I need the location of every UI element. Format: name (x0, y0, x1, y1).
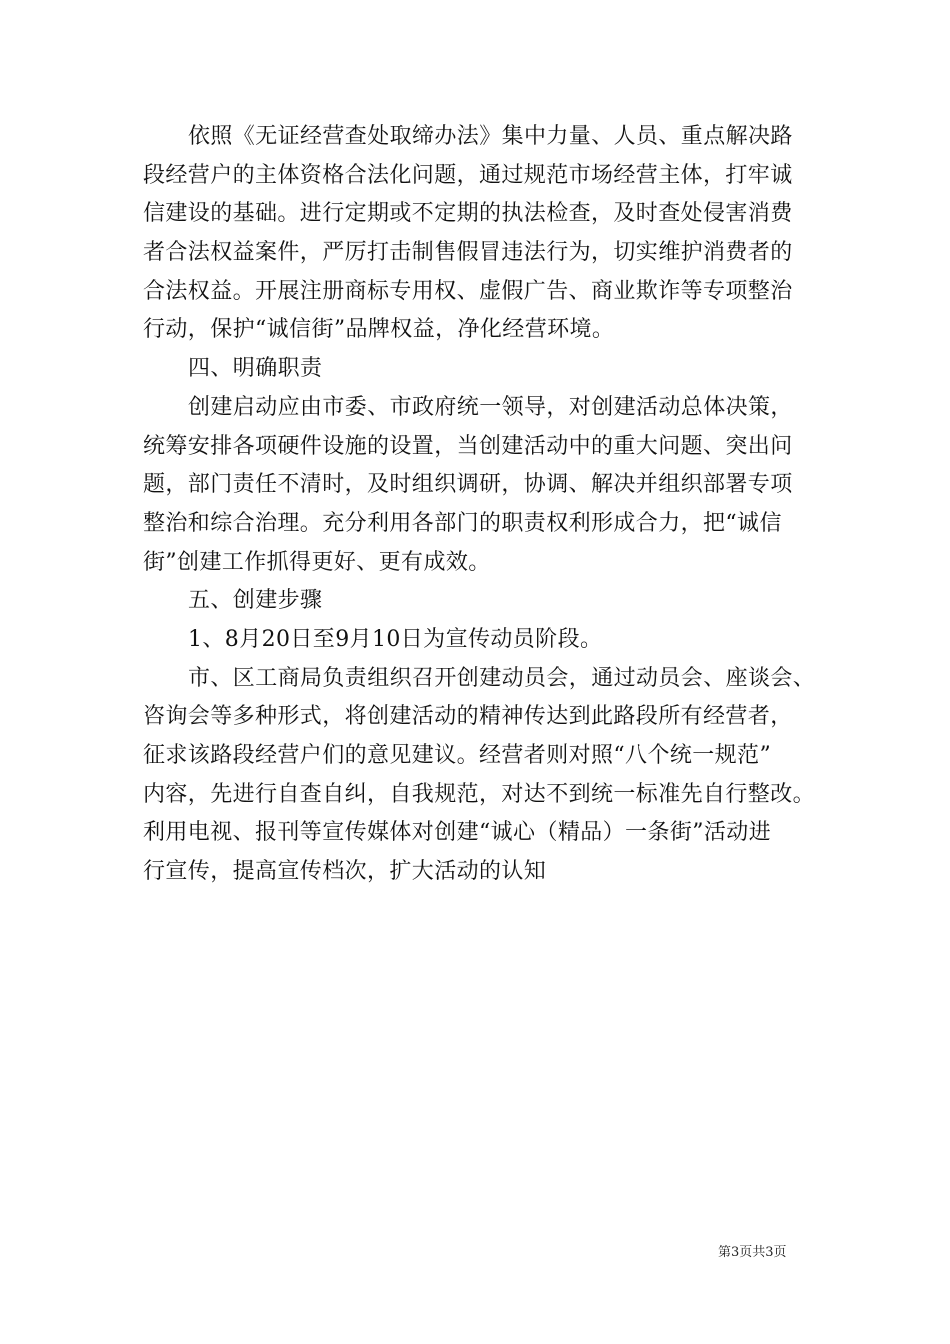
paragraph-line: 统筹安排各项硬件设施的设置，当创建活动中的重大问题、突出问 (143, 433, 793, 459)
paragraph-line: 题，部门责任不清时，及时组织调研，协调、解决并组织部署专项 (143, 472, 793, 498)
paragraph-line: 内容，先进行自查自纠，自我规范，对达不到统一标准先自行整改。 (143, 781, 816, 807)
paragraph-line: 利用电视、报刊等宣传媒体对创建“诚心（精品）一条街”活动进 (143, 820, 772, 846)
paragraph-line: 行宣传，提高宣传档次，扩大活动的认知 (143, 859, 547, 885)
paragraph-line: 整治和综合治理。充分利用各部门的职责权利形成合力，把“诚信 (143, 510, 782, 536)
paragraph-line: 行动，保护“诚信街”品牌权益，净化经营环境。 (143, 317, 615, 343)
paragraph-line: 段经营户的主体资格合法化问题，通过规范市场经营主体，打牢诚 (143, 162, 793, 188)
paragraph-line: 创建启动应由市委、市政府统一领导，对创建活动总体决策， (188, 394, 793, 420)
page-number: 第3页共3页 (718, 1245, 787, 1260)
paragraph-line: 者合法权益案件，严厉打击制售假冒违法行为，切实维护消费者的 (143, 240, 793, 266)
section-heading: 四、明确职责 (188, 356, 323, 382)
paragraph-line: 咨询会等多种形式，将创建活动的精神传达到此路段所有经营者， (143, 704, 793, 730)
document-body (143, 118, 816, 892)
paragraph-line: 信建设的基础。进行定期或不定期的执法检查，及时查处侵害消费 (143, 201, 793, 227)
paragraph-line: 依照《无证经营查处取缔办法》集中力量、人员、重点解决路 (188, 124, 793, 149)
paragraph-line: 征求该路段经营户们的意见建议。经营者则对照“八个统一规范” (143, 743, 772, 768)
paragraph-line: 街”创建工作抓得更好、更有成效。 (143, 549, 491, 575)
paragraph-line: 市、区工商局负责组织召开创建动员会，通过动员会、座谈会、 (188, 665, 816, 691)
step-heading: 1、8月20日至9月10日为宣传动员阶段。 (188, 626, 603, 652)
section-heading: 五、创建步骤 (188, 588, 323, 614)
paragraph-line: 合法权益。开展注册商标专用权、虚假广告、商业欺诈等专项整治 (143, 278, 793, 304)
